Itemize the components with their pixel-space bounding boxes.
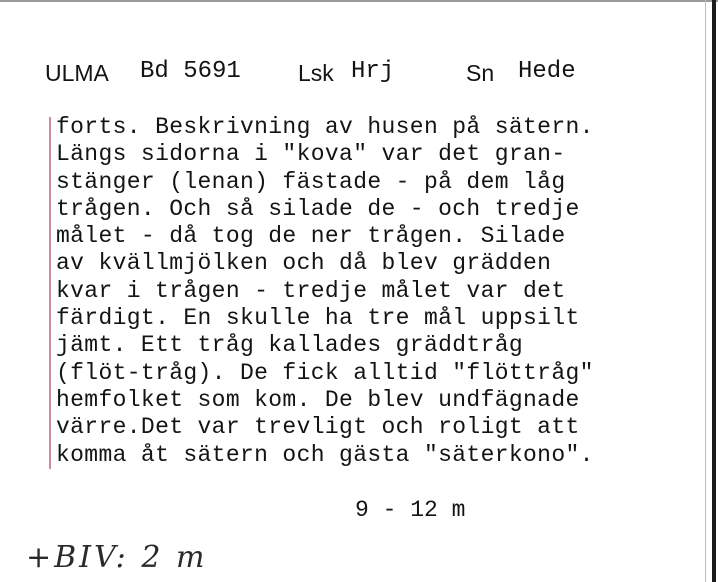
page-range: 9 - 12 m xyxy=(355,497,466,523)
lsk-value: Hrj xyxy=(351,58,395,85)
sn-value: Hede xyxy=(518,58,576,85)
body-line: stänger (lenan) fästade - på dem låg xyxy=(56,168,566,195)
card-top-edge xyxy=(0,0,718,2)
body-line: forts. Beskrivning av husen på sätern. xyxy=(56,114,594,140)
body-line: Längs sidorna i "kova" var det gran- xyxy=(56,141,566,168)
record-id: Bd 5691 xyxy=(140,58,241,85)
body-line: av kvällmjölken och då blev grädden xyxy=(56,250,552,277)
lsk-label: Lsk xyxy=(298,60,334,86)
body-line: jämt. Ett tråg kallades gräddtråg xyxy=(56,332,524,359)
handwritten-note: +BIV: 2 m xyxy=(26,540,208,575)
body-line: hemfolket som kom. De blev undfägnade xyxy=(56,386,580,413)
card-header xyxy=(0,58,718,88)
margin-rule xyxy=(49,117,51,469)
sn-label: Sn xyxy=(466,60,495,86)
body-line: trågen. Och så silade de - och tredje xyxy=(56,195,580,222)
body-line: (flöt-tråg). De fick alltid "flöttråg" xyxy=(56,359,594,386)
card-body xyxy=(56,114,696,469)
body-line: värre.Det var trevligt och roligt att xyxy=(56,414,580,441)
body-line: kvar i trågen - tredje målet var det xyxy=(56,277,566,304)
body-line: färdigt. En skulle ha tre mål uppsilt xyxy=(56,305,580,332)
body-line: målet - då tog de ner trågen. Silade xyxy=(56,223,566,250)
body-line: komma åt sätern och gästa "säterkono". xyxy=(56,441,594,468)
archive-label: ULMA xyxy=(45,60,109,86)
